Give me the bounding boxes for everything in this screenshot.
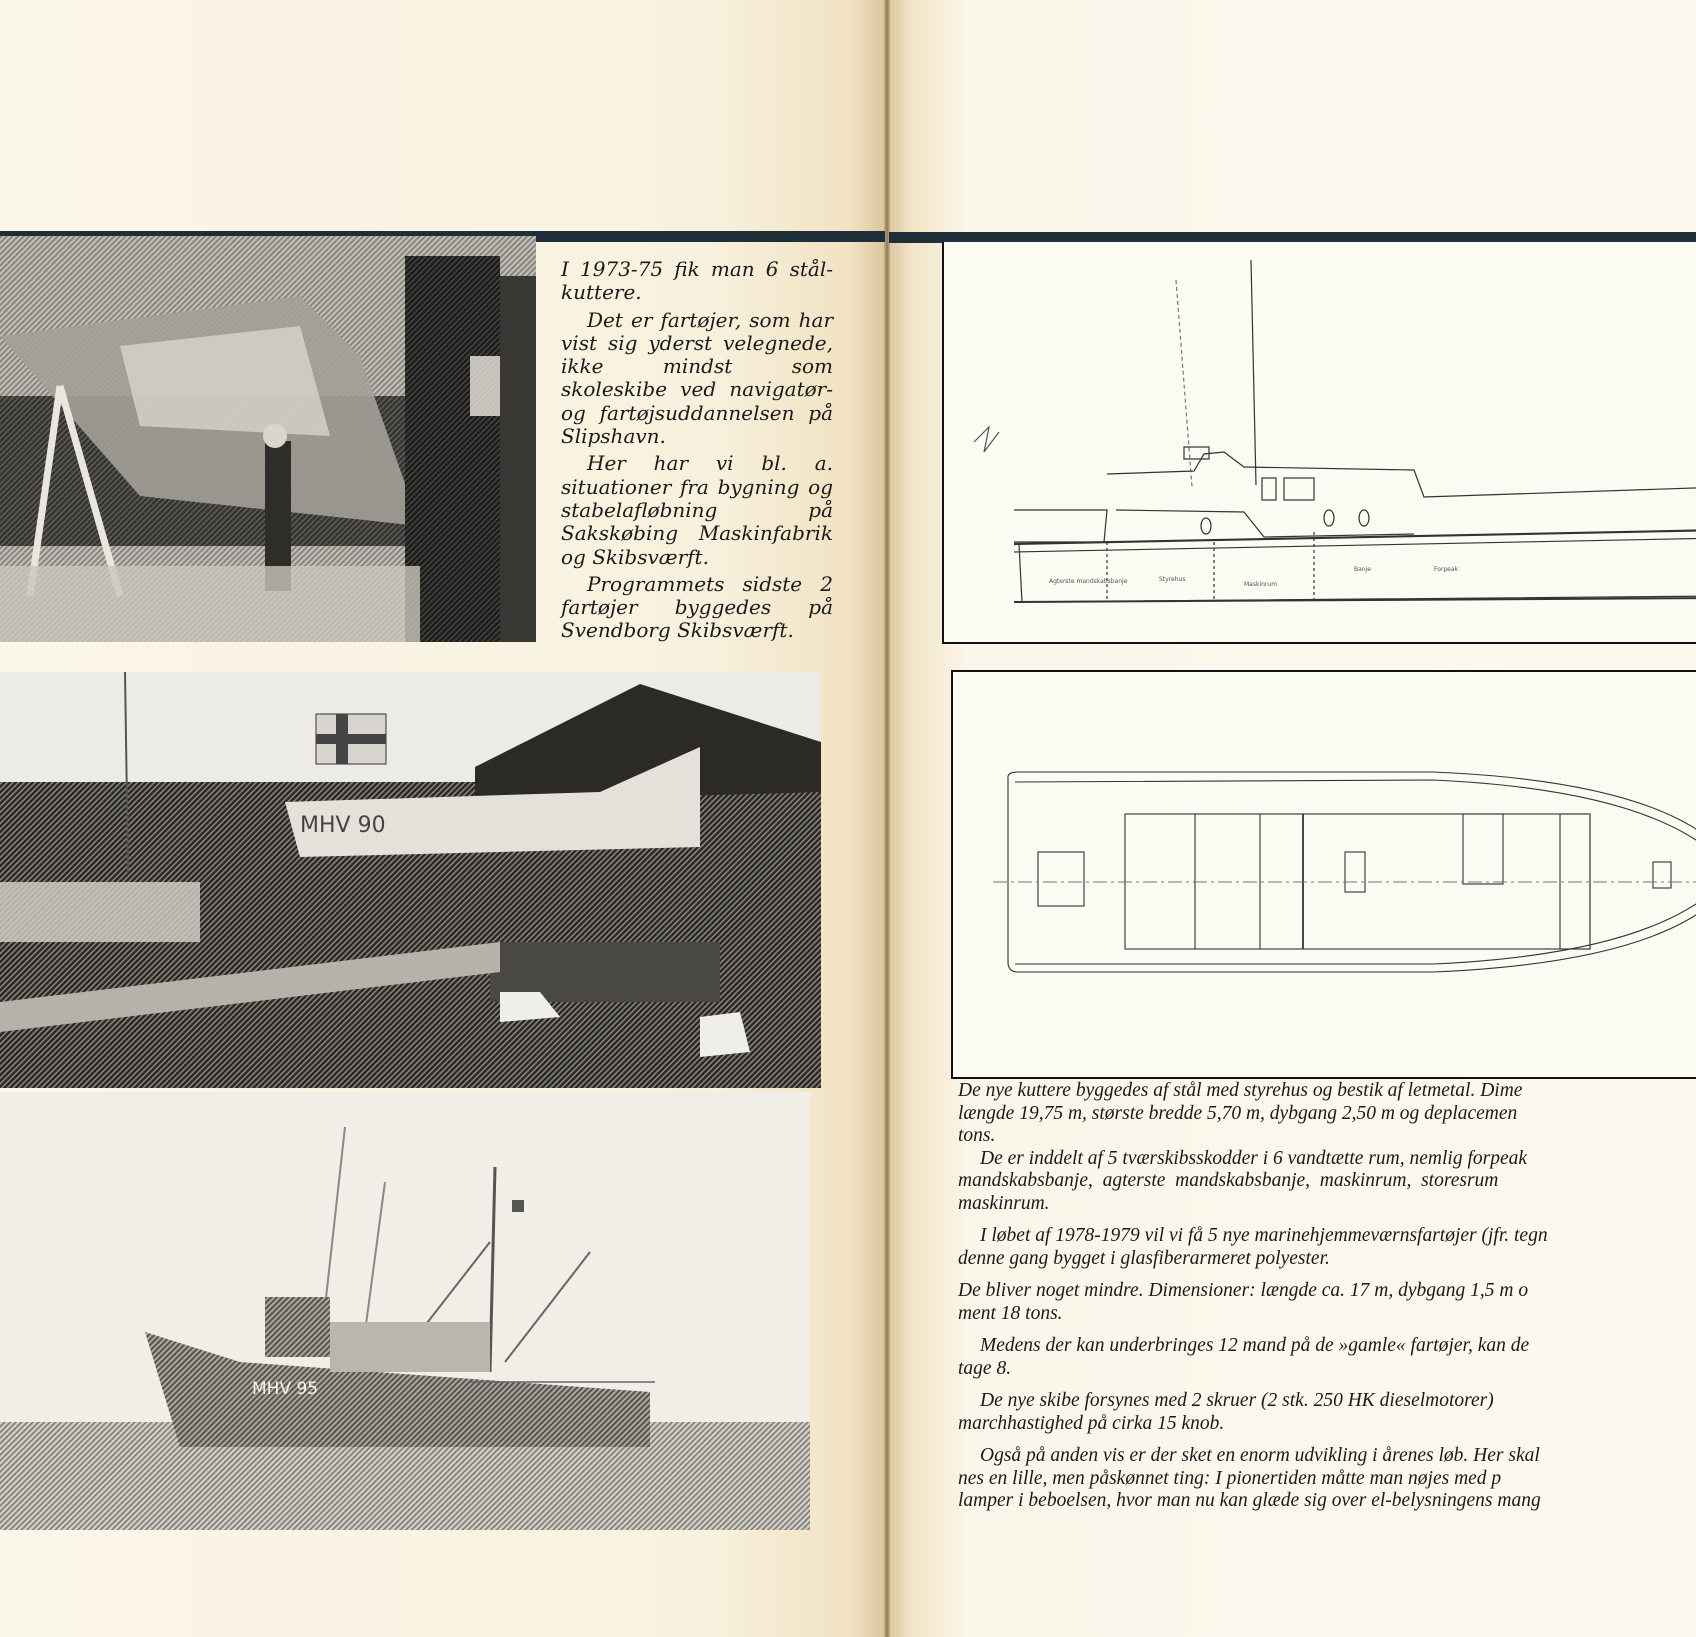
shipyard-construction-photo [0, 236, 536, 642]
paragraph-2: Det er fartøjer, som har vist sig yderst velegnede, ikke mindst som skoleskibe ved navigatør- og fartøjsuddannelsen på Slipshavn. [561, 307, 833, 449]
svg-text:Forpeak: Forpeak [1434, 566, 1459, 573]
svg-text:MHV 95: MHV 95 [252, 1379, 319, 1399]
line-6: maskinrum. [958, 1192, 1050, 1214]
svg-text:Maskinrum: Maskinrum [1244, 581, 1278, 588]
deck-plan-drawing [951, 670, 1696, 1079]
paragraph-3: Her har vi bl. a. situationer fra bygning og stabelafløbning på Sakskøbing Maskinfabrik og Skibsværft. [561, 451, 833, 569]
line-10: ment 18 tons. [958, 1302, 1063, 1324]
line-17: lamper i beboelsen, hvor man nu kan glæde sig over el-belysningens mang [958, 1490, 1541, 1511]
paragraph-1: I 1973-75 fik man 6 stål-kuttere. [561, 257, 833, 305]
line-7: I løbet af 1978-1979 vil vi få 5 nye marinehjemmeværnsfartøjer (jfr. tegn [980, 1225, 1548, 1246]
mhv95-at-sea-photo [0, 1092, 810, 1530]
line-4: De er inddelt af 5 tværskibsskodder i 6 vandtætte rum, nemlig forpeak [980, 1147, 1528, 1169]
svg-text:Styrehus: Styrehus [1159, 576, 1186, 583]
book-gutter [884, 0, 890, 1637]
line-12: tage 8. [958, 1357, 1012, 1379]
line-2: længde 19,75 m, største bredde 5,70 m, dybgang 2,50 m og deplacemen [958, 1102, 1518, 1124]
line-1: De nye kuttere byggedes af stål med styrehus og bestik af letmetal. Dime [958, 1080, 1523, 1101]
line-13: De nye skibe forsynes med 2 skruer (2 stk. 250 HK dieselmotorer) [980, 1390, 1494, 1411]
line-8: denne gang bygget i glasfiberarmeret polyester. [958, 1247, 1330, 1269]
line-3: tons. [958, 1125, 996, 1146]
svg-text:MHV 90: MHV 90 [300, 813, 386, 838]
line-15: Også på anden vis er der sket en enorm udvikling i årenes løb. Her skal [980, 1445, 1540, 1466]
line-14: marchhastighed på cirka 15 knob. [958, 1412, 1225, 1434]
svg-text:Banje: Banje [1354, 566, 1371, 573]
line-5: mandskabsbanje, agterste mandskabsbanje, maskinrum, storesrum [958, 1170, 1499, 1191]
side-profile-drawing [942, 242, 1696, 644]
line-16: nes en lille, men påskønnet ting: I pionertiden måtte man nøjes med p [958, 1467, 1502, 1489]
line-9: De bliver noget mindre. Dimensioner: længde ca. 17 m, dybgang 1,5 m o [958, 1280, 1529, 1301]
right-page-body-text [958, 1080, 1696, 1513]
paragraph-4: Programmets sidste 2 fartøjer byggedes på Svendborg Skibsværft. [561, 571, 833, 643]
left-column-text [561, 258, 833, 643]
svg-text:Agterste mandskabsbanje: Agterste mandskabsbanje [1049, 578, 1128, 585]
launching-mhv90-photo [0, 672, 821, 1088]
line-11: Medens der kan underbringes 12 mand på de »gamle« fartøjer, kan de [980, 1335, 1530, 1356]
